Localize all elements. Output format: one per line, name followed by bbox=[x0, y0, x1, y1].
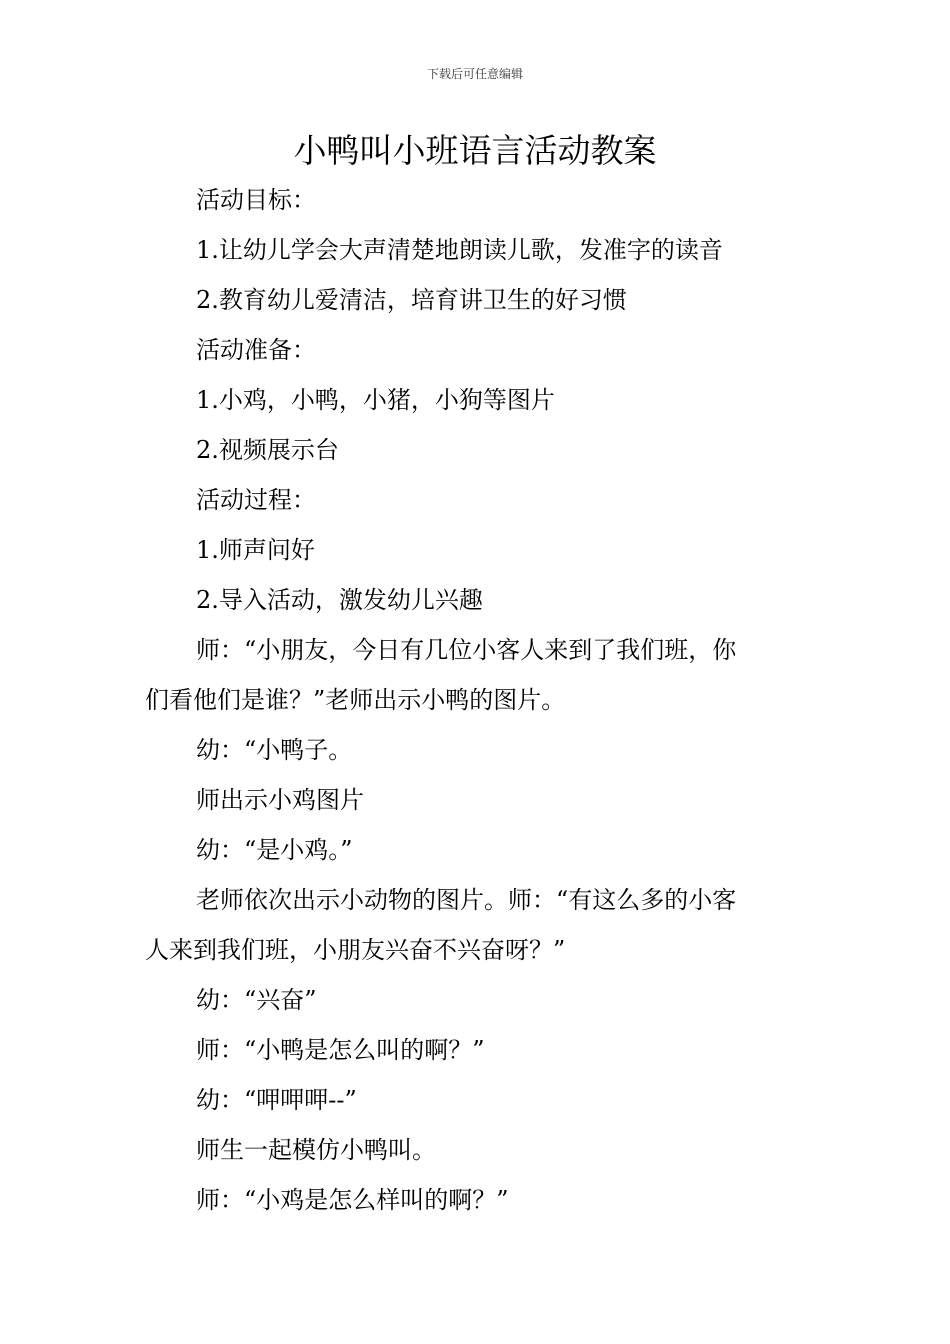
text-line: 师：“小鸭是怎么叫的啊？” bbox=[196, 1036, 485, 1064]
text-line: 1.让幼儿学会大声清楚地朗读儿歌，发准字的读音 bbox=[196, 236, 723, 264]
text-line: 幼：“是小鸡。” bbox=[196, 836, 353, 864]
document-body bbox=[145, 175, 809, 1225]
text-line: 活动目标： bbox=[196, 186, 316, 214]
text-line: 活动准备： bbox=[196, 336, 316, 364]
text-line: 们看他们是谁？”老师出示小鸭的图片。 bbox=[145, 686, 566, 714]
text-line: 幼：“小鸭子。 bbox=[196, 736, 353, 764]
text-line: 师出示小鸡图片 bbox=[196, 786, 364, 814]
text-line: 人来到我们班，小朋友兴奋不兴奋呀？” bbox=[145, 936, 566, 964]
text-line: 幼：“兴奋” bbox=[196, 986, 317, 1014]
text-line: 师：“小鸡是怎么样叫的啊？” bbox=[196, 1186, 509, 1214]
text-line: 2.导入活动，激发幼儿兴趣 bbox=[196, 586, 483, 614]
text-line: 2.教育幼儿爱清洁，培育讲卫生的好习惯 bbox=[196, 286, 627, 314]
header-note: 下载后可任意编辑 bbox=[426, 67, 523, 81]
text-line: 师：“小朋友，今日有几位小客人来到了我们班，你 bbox=[196, 636, 737, 664]
text-line: 1.师声问好 bbox=[196, 536, 315, 564]
text-line: 幼：“呷呷呷--” bbox=[196, 1086, 357, 1114]
text-line: 活动过程： bbox=[196, 486, 316, 514]
text-line: 2.视频展示台 bbox=[196, 436, 339, 464]
text-line: 师生一起模仿小鸭叫。 bbox=[196, 1136, 436, 1164]
page-title: 小鸭叫小班语言活动教案 bbox=[293, 131, 657, 170]
text-line: 老师依次出示小动物的图片。师：“有这么多的小客 bbox=[196, 886, 737, 914]
text-line: 1.小鸡，小鸭，小猪，小狗等图片 bbox=[196, 386, 555, 414]
